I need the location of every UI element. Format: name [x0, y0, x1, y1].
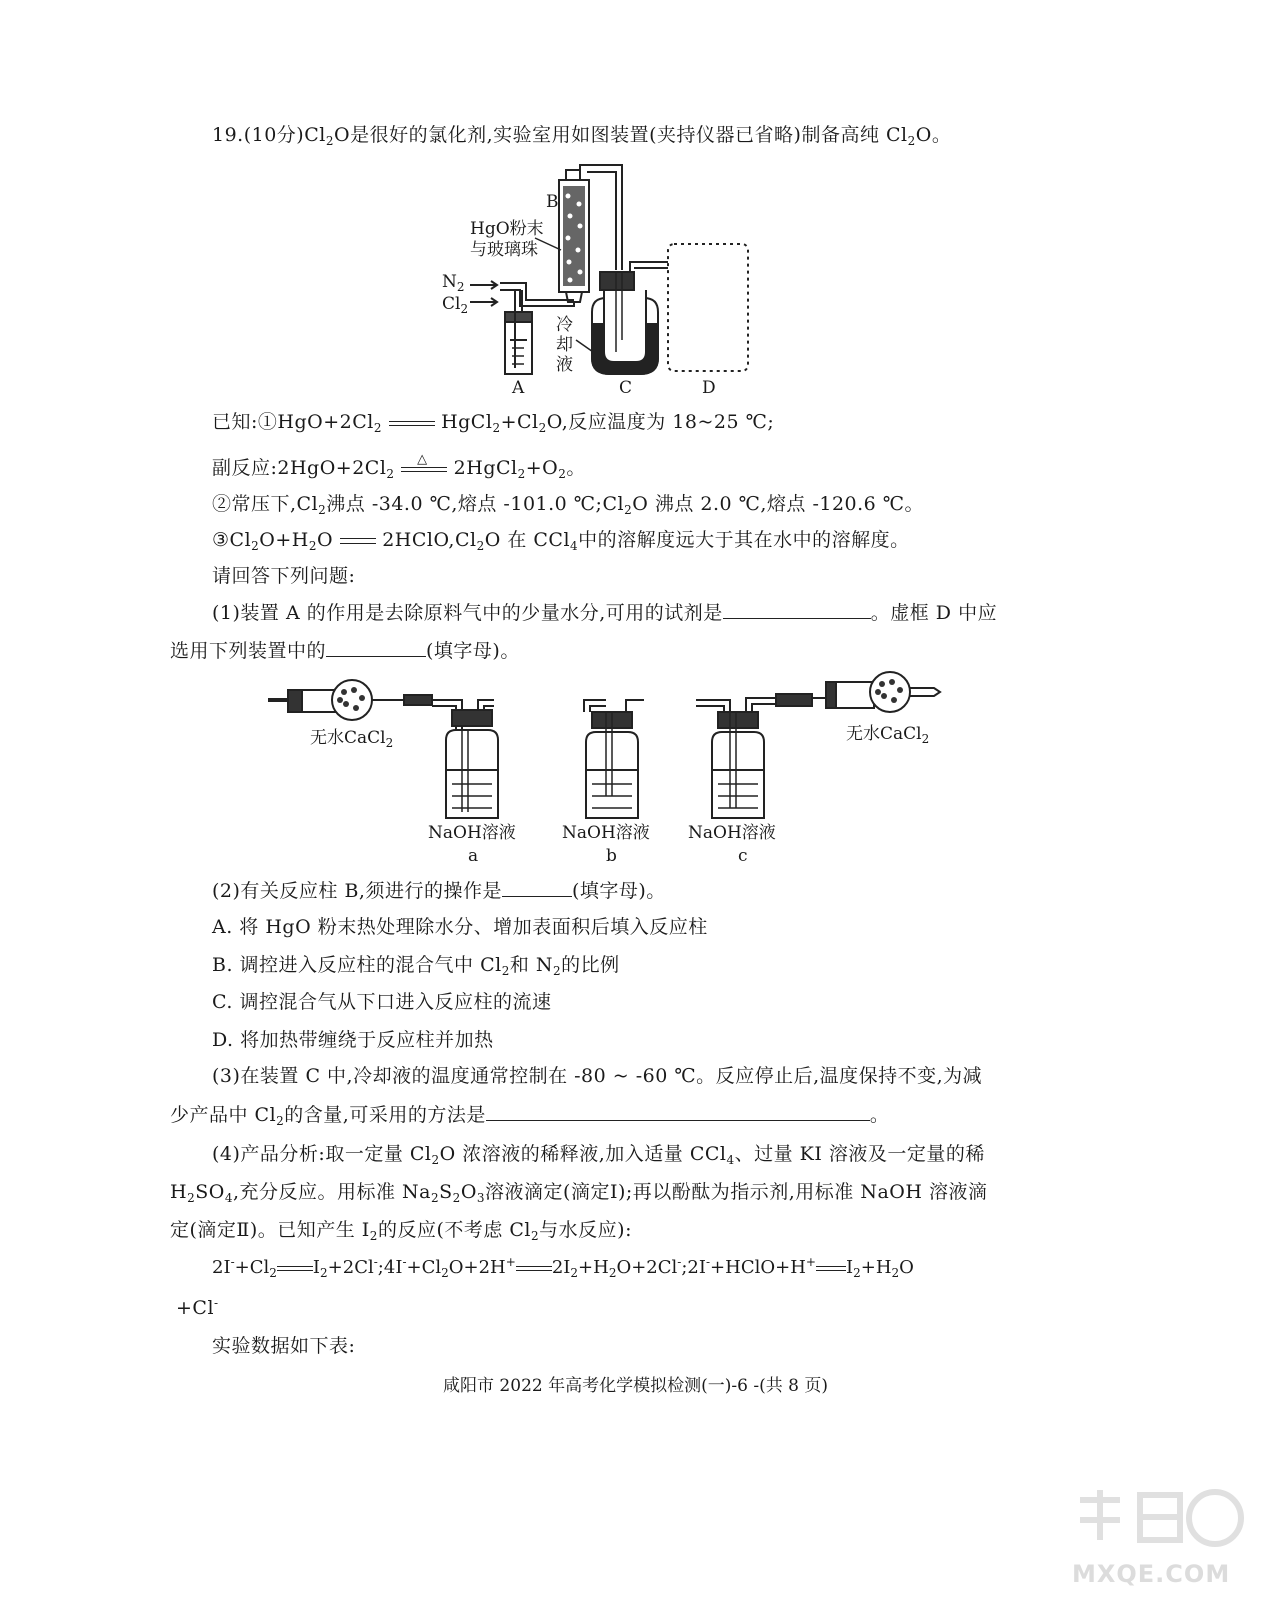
- q2-option-c: C. 调控混合气从下口进入反应柱的流速: [212, 991, 552, 1013]
- subscript: 2: [318, 503, 327, 517]
- label-option-c: c: [738, 846, 748, 866]
- subscript: 2: [456, 280, 465, 294]
- text: 无水CaCl: [310, 728, 386, 748]
- q4-line1: [212, 1142, 985, 1166]
- text: ②常压下,Cl: [212, 493, 319, 515]
- superscript: +: [505, 1255, 516, 1269]
- intro-text: O。: [915, 124, 952, 146]
- text: O 在 CCl: [484, 529, 571, 551]
- intro-text: Cl: [304, 124, 326, 146]
- subscript: 2: [308, 539, 318, 553]
- equals-sign: [277, 1266, 313, 1271]
- label-option-a: a: [468, 846, 479, 866]
- text: 和 N: [509, 954, 554, 976]
- text: I: [312, 1257, 321, 1278]
- superscript: -: [705, 1255, 711, 1269]
- subscript: 2: [251, 539, 260, 553]
- text: 与水反应):: [539, 1219, 632, 1241]
- text: HgCl: [441, 411, 493, 433]
- subscript: 2: [558, 467, 567, 481]
- q4-line3: [170, 1218, 632, 1242]
- text: 。: [869, 1104, 890, 1126]
- label-naoh-a: NaOH溶液: [428, 823, 516, 843]
- text: 副反应:2HgO+2Cl: [212, 457, 387, 479]
- text: O 沸点 2.0 ℃,熔点 -120.6 ℃。: [632, 493, 925, 515]
- q2-stem: [212, 878, 666, 903]
- text: O+2Cl: [616, 1257, 678, 1278]
- text: 沸点 -34.0 ℃,熔点 -101.0 ℃;Cl: [326, 493, 625, 515]
- text: (填字母)。: [426, 640, 520, 662]
- intro-text: O是很好的氯化剂,实验室用如图装置(夹持仪器已省略)制备高纯 Cl: [334, 124, 908, 146]
- label-coolant: 却: [556, 335, 573, 355]
- subscript: 2: [386, 467, 395, 481]
- subscript: 2: [460, 302, 469, 316]
- label-coolant: 液: [556, 355, 573, 375]
- text: ,充分反应。用标准 Na: [232, 1181, 431, 1203]
- text: O: [899, 1257, 914, 1278]
- text: 2I: [551, 1257, 571, 1278]
- text: 的反应(不考虑 Cl: [377, 1219, 532, 1241]
- text: +Cl: [176, 1297, 215, 1319]
- subscript: 2: [187, 1191, 196, 1205]
- heat-symbol: △: [417, 451, 428, 467]
- bottle-c: [712, 732, 764, 818]
- subscript: 2: [624, 503, 633, 517]
- q4-equation-tail: [176, 1296, 219, 1320]
- label-a: A: [512, 378, 525, 398]
- text: 2I: [212, 1257, 231, 1278]
- text: 。虚框 D 中应: [870, 602, 998, 624]
- text: 2HClO,Cl: [382, 529, 477, 551]
- subscript: 2: [441, 1266, 449, 1280]
- superscript: -: [677, 1255, 682, 1269]
- text: +H: [860, 1257, 892, 1278]
- label-cacl2-right: [846, 724, 929, 744]
- text: (4)产品分析:取一定量 Cl: [212, 1143, 432, 1165]
- text: 选用下列装置中的: [170, 640, 327, 662]
- q3-line2: [170, 1102, 889, 1127]
- subscript: 4: [570, 539, 579, 553]
- text: 2HgCl: [453, 457, 518, 479]
- label-n2-text: N: [442, 272, 457, 292]
- subscript: 2: [431, 1191, 440, 1205]
- label-c: C: [619, 378, 633, 398]
- equals-sign: [516, 1266, 552, 1271]
- watermark-text: MXQE.COM: [1072, 1560, 1231, 1588]
- subscript: 2: [531, 1229, 540, 1243]
- superscript: -: [373, 1255, 378, 1269]
- text: +Cl: [406, 1257, 442, 1278]
- text: (1)装置 A 的作用是去除原料气中的少量水分,可用的试剂是: [212, 602, 723, 624]
- subscript: 2: [431, 1153, 440, 1167]
- subscript: 2: [608, 1266, 617, 1280]
- subscript: 2: [907, 134, 916, 148]
- text: 、过量 KI 溶液及一定量的稀: [734, 1143, 985, 1165]
- label-naoh-b: NaOH溶液: [562, 823, 650, 843]
- q3-line1: (3)在装置 C 中,冷却液的温度通常控制在 -80 ~ -60 ℃。反应停止后,温度保持不变,为减: [212, 1065, 983, 1087]
- text: ;2I: [681, 1257, 706, 1278]
- subscript: 2: [853, 1266, 861, 1280]
- text: O: [460, 1181, 477, 1203]
- text: O,反应温度为 18~25 ℃;: [546, 411, 775, 433]
- subscript: 2: [570, 1266, 579, 1280]
- superscript: -: [214, 1296, 219, 1310]
- q2-option-d: D. 将加热带缠绕于反应柱并加热: [212, 1029, 494, 1051]
- text: +O: [525, 457, 559, 479]
- subscript: 2: [373, 421, 382, 435]
- subscript: 2: [385, 736, 394, 750]
- q4-data-line: 实验数据如下表:: [212, 1335, 356, 1357]
- subscript: 2: [501, 964, 510, 978]
- subscript: 2: [269, 1266, 277, 1280]
- text: +Cl: [234, 1257, 270, 1278]
- text: O: [317, 529, 334, 551]
- superscript: +: [805, 1255, 816, 1269]
- text: O 浓溶液的稀释液,加入适量 CCl: [439, 1143, 727, 1165]
- q2-option-b: [212, 953, 620, 977]
- text: 的含量,可采用的方法是: [284, 1104, 486, 1126]
- text: 中的溶解度远大于其在水中的溶解度。: [578, 529, 910, 551]
- q2-option-a: A. 将 HgO 粉末热处理除水分、增加表面积后填入反应柱: [212, 916, 708, 938]
- text: 已知:①HgO+2Cl: [212, 411, 374, 433]
- superscript: -: [402, 1255, 407, 1269]
- subscript: 4: [726, 1153, 735, 1167]
- subscript: 2: [476, 539, 485, 553]
- bottle-a: [446, 730, 498, 818]
- text: +2Cl: [327, 1257, 374, 1278]
- q4-line2: [170, 1180, 987, 1204]
- q4-equations: [212, 1256, 914, 1280]
- subscript: 3: [476, 1191, 486, 1205]
- subscript: 2: [921, 732, 930, 746]
- label-d: D: [702, 378, 716, 398]
- question-number: 19.: [212, 124, 244, 146]
- answer-blank-4[interactable]: [486, 1102, 870, 1121]
- answer-blank-3[interactable]: [502, 878, 572, 897]
- label-hgo: 与玻璃珠: [470, 240, 538, 260]
- label-cacl2-left: [310, 728, 393, 748]
- label-hgo: HgO粉末: [470, 219, 544, 239]
- text: O+H: [259, 529, 309, 551]
- subscript: 2: [517, 467, 526, 481]
- text: +HClO+H: [710, 1257, 806, 1278]
- prompt: 请回答下列问题:: [212, 565, 356, 587]
- equals-sign: [816, 1266, 846, 1271]
- text: ③Cl: [212, 529, 252, 551]
- subscript: 4: [224, 1191, 233, 1205]
- subscript: 2: [369, 1229, 378, 1243]
- label-b: B: [546, 192, 559, 212]
- subscript: 2: [492, 421, 501, 435]
- text: (2)有关反应柱 B,须进行的操作是: [212, 880, 502, 902]
- subscript: 2: [538, 421, 547, 435]
- text: 的比例: [561, 954, 620, 976]
- text: ;4I: [377, 1257, 403, 1278]
- text: S: [439, 1181, 453, 1203]
- text: SO: [195, 1181, 225, 1203]
- subscript: 2: [452, 1191, 461, 1205]
- text: H: [170, 1181, 188, 1203]
- label-option-b: b: [606, 846, 617, 866]
- subscript: 2: [891, 1266, 900, 1280]
- label-cl2-text: Cl: [442, 294, 461, 314]
- text: 溶液滴定(滴定Ⅰ);再以酚酞为指示剂,用标准 NaOH 溶液滴: [485, 1181, 988, 1203]
- label-coolant: 冷: [556, 315, 573, 335]
- text: 少产品中 Cl: [170, 1104, 277, 1126]
- text: I: [845, 1257, 854, 1278]
- text: +H: [578, 1257, 609, 1278]
- text: 定(滴定Ⅱ)。已知产生 I: [170, 1219, 370, 1241]
- subscript: 2: [325, 134, 334, 148]
- text: O+2H: [448, 1257, 506, 1278]
- text: (填字母)。: [571, 880, 666, 902]
- subscript: 2: [276, 1114, 285, 1128]
- text: +Cl: [500, 411, 539, 433]
- subscript: 2: [553, 964, 562, 978]
- text: 。: [566, 457, 586, 479]
- text: 无水CaCl: [846, 724, 922, 744]
- label-naoh-c: NaOH溶液: [688, 823, 776, 843]
- subscript: 2: [320, 1266, 328, 1280]
- page-footer: 咸阳市 2022 年高考化学模拟检测(一)-6 -(共 8 页): [443, 1376, 828, 1396]
- text: B. 调控进入反应柱的混合气中 Cl: [212, 954, 502, 976]
- superscript: -: [230, 1255, 235, 1269]
- question-points: (10分): [243, 124, 305, 146]
